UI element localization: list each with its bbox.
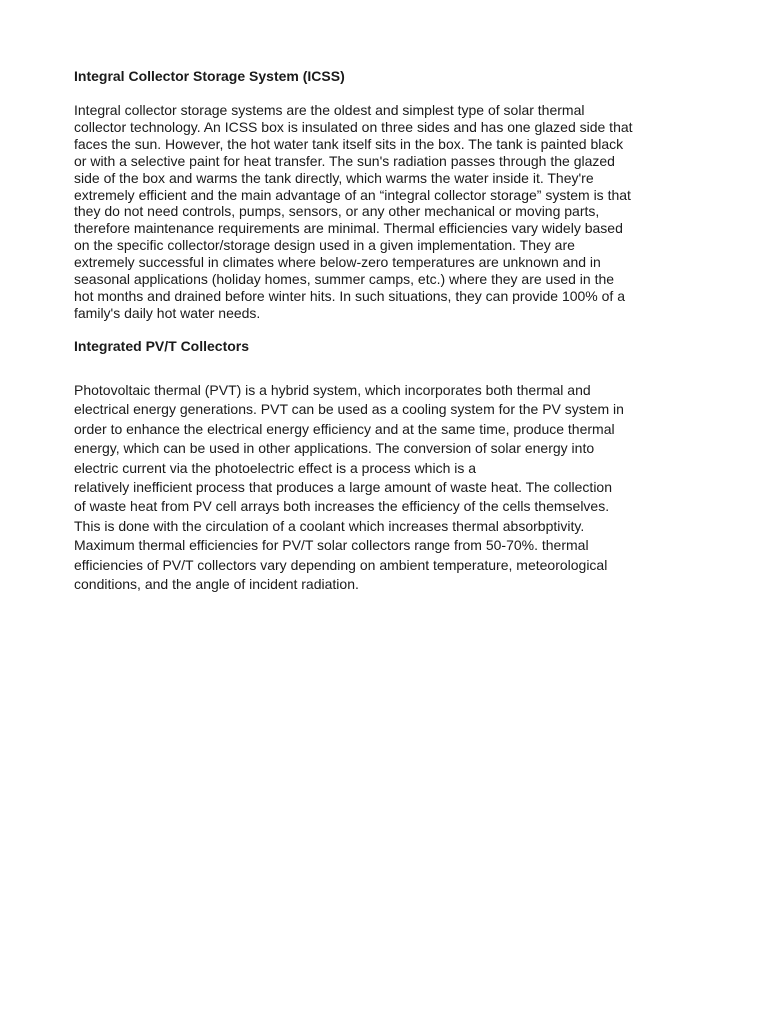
paragraph-line: hot months and drained before winter hits. In such situations, they can provide 100% of a [74, 287, 625, 304]
paragraph-line: efficiencies of PV/T collectors vary depending on ambient temperature, meteorological [74, 556, 608, 573]
paragraph-line: therefore maintenance requirements are minimal. Thermal efficiencies vary widely based [74, 220, 623, 237]
paragraph-line: family's daily hot water needs. [74, 304, 261, 321]
paragraph-line: collector technology. An ICSS box is insulated on three sides and has one glazed side that [74, 118, 633, 135]
paragraph-line: seasonal applications (holiday homes, summer camps, etc.) where they are used in the [74, 271, 615, 288]
paragraph-line: This is done with the circulation of a coolant which increases thermal absorbptivity. [74, 517, 585, 534]
paragraph-line: Integral collector storage systems are the oldest and simplest type of solar thermal [74, 102, 585, 118]
section-heading-icss: Integral Collector Storage System (ICSS) [74, 68, 345, 84]
paragraph-line: on the specific collector/storage design used in a given implementation. They are [74, 237, 575, 254]
paragraph-line: electric current via the photoelectric effect is a process which is a [74, 459, 477, 476]
paragraph-pvt [74, 381, 704, 594]
paragraph-line: order to enhance the electrical energy efficiency and at the same time, produce thermal [74, 420, 615, 437]
paragraph-line: electrical energy generations. PVT can be used as a cooling system for the PV system in [74, 401, 624, 418]
paragraph-line: or with a selective paint for heat transfer. The sun's radiation passes through the glazed [74, 152, 615, 169]
paragraph-line: Photovoltaic thermal (PVT) is a hybrid system, which incorporates both thermal and [74, 382, 591, 398]
section-heading-pvt: Integrated PV/T Collectors [74, 338, 250, 354]
paragraph-line: energy, which can be used in other applications. The conversion of solar energy into [74, 440, 595, 457]
paragraph-line: of waste heat from PV cell arrays both increases the efficiency of the cells themselves. [74, 498, 610, 515]
paragraph-icss [74, 102, 699, 322]
paragraph-line: they do not need controls, pumps, sensors, or any other mechanical or moving parts, [74, 203, 600, 220]
paragraph-line: conditions, and the angle of incident radiation. [74, 576, 359, 593]
paragraph-line: extremely efficient and the main advantage of an “integral collector storage” system is that [74, 186, 631, 203]
paragraph-line: side of the box and warms the tank directly, which warms the water inside it. They're [74, 169, 594, 186]
paragraph-line: extremely successful in climates where below-zero temperatures are unknown and in [74, 254, 601, 271]
paragraph-line: faces the sun. However, the hot water tank itself sits in the box. The tank is painted black [74, 135, 624, 152]
paragraph-line: Maximum thermal efficiencies for PV/T solar collectors range from 50-70%. thermal [74, 537, 589, 554]
paragraph-line: relatively inefficient process that produces a large amount of waste heat. The collection [74, 479, 613, 496]
